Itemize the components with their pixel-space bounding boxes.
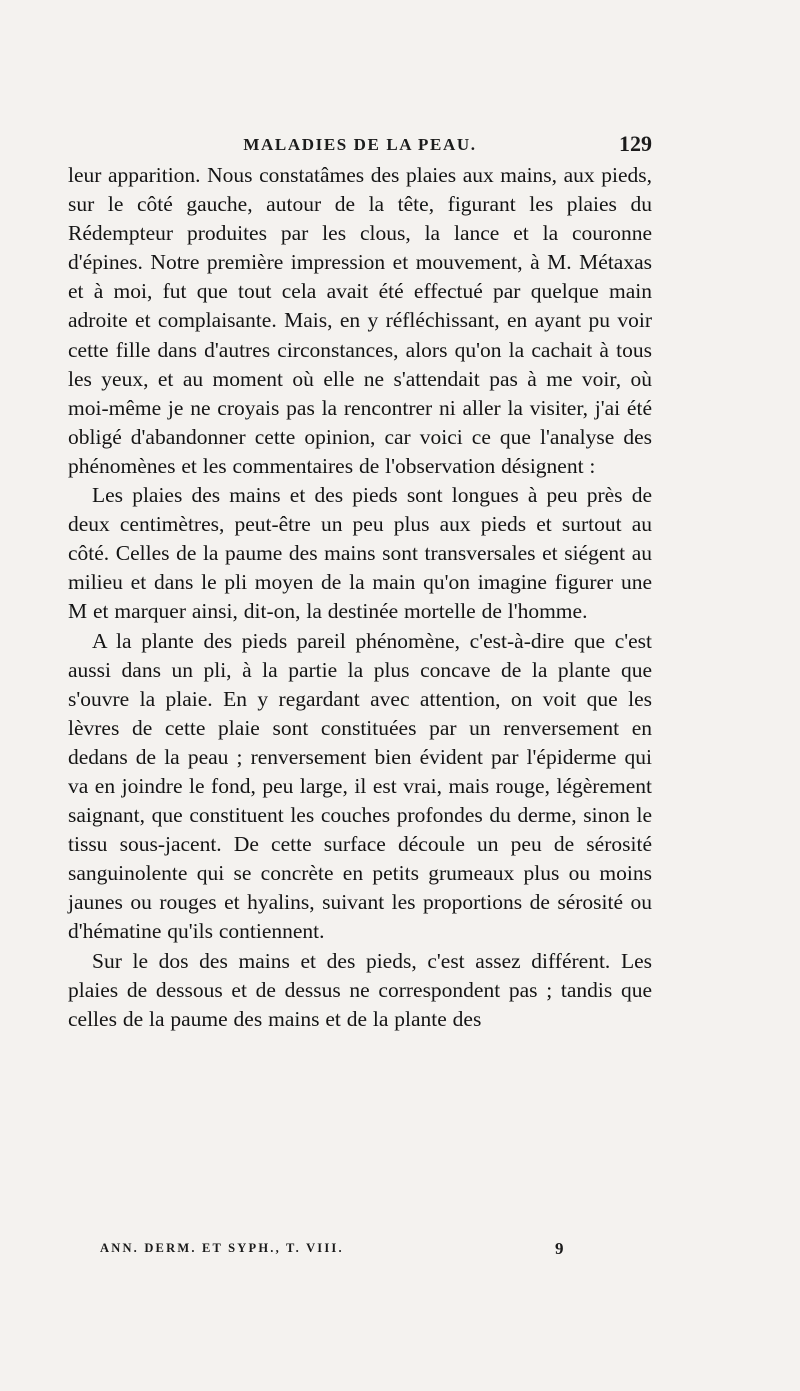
running-title: MALADIES DE LA PEAU. — [243, 135, 477, 154]
sheet-number: 9 — [555, 1239, 564, 1258]
page-footer — [68, 1239, 652, 1259]
paragraph: A la plante des pieds pareil phénomène, c'est-à-dire que c'est aussi dans un pli, à la partie la plus concave de la plante que s'ouvre la plaie. En y regardant avec attention, on voit que les lèvres de cette plaie sont constituées par un renversement en dedans de la peau ; renversement bien évident par l'épiderme qui va en joindre le fond, peu large, il est vrai, mais rouge, légèrement saignant, que constituent les couches profondes du derme, sinon le tissu sous-jacent. De cette surface découle un peu de sérosité sanguinolente qui se concrète en petits grumeaux plus ou moins jaunes ou rouges et hyalins, suivant les proportions de sérosité ou d'hématine qu'ils contiennent. — [68, 628, 652, 944]
body-text — [68, 161, 652, 1034]
page-number: 129 — [619, 131, 652, 156]
paragraph-continued: leur apparition. Nous constatâmes des plaies aux mains, aux pieds, sur le côté gauche, autour de la tête, figurant les plaies du Rédempteur produites par les clous, la lance et la couronne d'épines. Notre première impression et mouvement, à M. Métaxas et à moi, fut que tout cela avait été effectué par quelque main adroite et complaisante. Mais, en y réfléchissant, en ayant pu voir cette fille dans d'autres circonstances, alors qu'on la cachait à tous les yeux, et au moment où elle ne s'attendait pas à me voir, où moi-même je ne croyais pas la rencontrer ni aller la visiter, j'ai été obligé d'abandonner cette opinion, car voici ce que l'analyse des phénomènes et les commentaires de l'observation désignent : — [68, 163, 652, 478]
footer-signature: ANN. DERM. ET SYPH., T. VIII. — [100, 1241, 344, 1255]
paragraph: Les plaies des mains et des pieds sont longues à peu près de deux centimètres, peut-être un peu plus aux pieds et surtout au côté. Celles de la paume des mains sont transversales et siégent au milieu et dans le pli moyen de la main qu'on imagine figurer une M et marquer ainsi, dit-on, la destinée mortelle de l'homme. — [68, 483, 652, 624]
paragraph: Sur le dos des mains et des pieds, c'est assez différent. Les plaies de dessous et de dessus ne correspondent pas ; tandis que celles de la paume des mains et de la plante des — [68, 948, 652, 1031]
running-header — [68, 131, 652, 157]
